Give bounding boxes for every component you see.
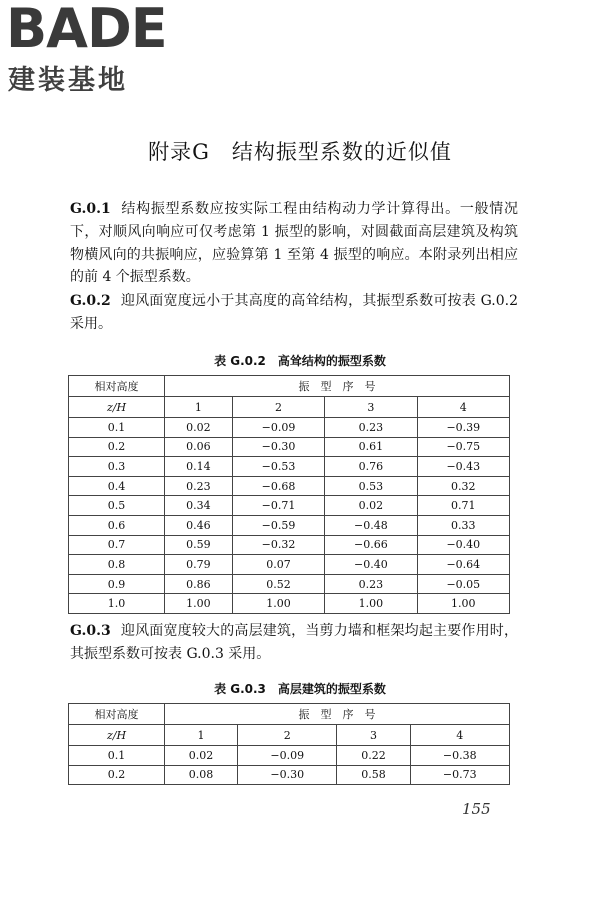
cell-relative-height: 0.5 [69, 496, 165, 516]
cell-mode-coefficient: 0.33 [417, 515, 509, 535]
table-row [69, 535, 510, 555]
cell-mode-coefficient: 0.53 [325, 476, 417, 496]
cell-mode-coefficient: 0.71 [417, 496, 509, 516]
table-body [69, 418, 510, 614]
cell-relative-height: 0.2 [69, 437, 165, 457]
header-mode: 1 [165, 725, 238, 746]
cell-mode-coefficient: 0.52 [232, 574, 324, 594]
table-caption-g02: 表 G.0.2 高耸结构的振型系数 [214, 354, 386, 368]
cell-mode-coefficient: 0.02 [165, 746, 238, 766]
cell-mode-coefficient: −0.75 [417, 437, 509, 457]
cell-relative-height: 0.4 [69, 476, 165, 496]
header-mode: 3 [325, 397, 417, 418]
clause-text: 迎风面宽度远小于其高度的高耸结构，其振型系数可按表 G.0.2 采用。 [70, 293, 518, 332]
cell-relative-height: 0.1 [69, 746, 165, 766]
header-mode: 3 [337, 725, 410, 746]
cell-relative-height: 0.3 [69, 457, 165, 477]
cell-relative-height: 0.8 [69, 555, 165, 575]
clause-text: 结构振型系数应按实际工程由结构动力学计算得出。一般情况下，对顺风向响应可仅考虑第 1 振型的影响，对圆截面高层建筑及构筑物横风向的共振响应，应验算第 1 至第 4 振型的响应。本附录列出相应的前 4 个振型系数。 [70, 201, 518, 286]
header-mode: 1 [165, 397, 233, 418]
clause-g01 [70, 198, 518, 289]
clause-text: 迎风面宽度较大的高层建筑，当剪力墙和框架均起主要作用时，其振型系数可按表 G.0.3 采用。 [70, 623, 518, 662]
brand-logo [6, 2, 176, 97]
cell-mode-coefficient: 0.06 [165, 437, 233, 457]
table-row [69, 594, 510, 614]
cell-mode-coefficient: 0.46 [165, 515, 233, 535]
table-row [69, 496, 510, 516]
table-row [69, 555, 510, 575]
cell-mode-coefficient: 0.32 [417, 476, 509, 496]
cell-mode-coefficient: 0.61 [325, 437, 417, 457]
cell-mode-coefficient: 0.14 [165, 457, 233, 477]
cell-relative-height: 0.6 [69, 515, 165, 535]
header-mode: 4 [417, 397, 509, 418]
header-mode-number: 振 型 序 号 [165, 704, 510, 725]
cell-mode-coefficient: 0.22 [337, 746, 410, 766]
cell-mode-coefficient: −0.71 [232, 496, 324, 516]
cell-mode-coefficient: −0.48 [325, 515, 417, 535]
table-row [69, 476, 510, 496]
header-mode: 4 [410, 725, 509, 746]
cell-mode-coefficient: 0.08 [165, 765, 238, 785]
table-body [69, 746, 510, 785]
cell-mode-coefficient: −0.68 [232, 476, 324, 496]
cell-mode-coefficient: −0.43 [417, 457, 509, 477]
table-g03 [68, 703, 510, 785]
header-z-over-h: z/H [69, 397, 165, 418]
table-row [69, 437, 510, 457]
clause-number: G.0.3 [70, 623, 111, 639]
table-row [69, 418, 510, 438]
cell-mode-coefficient: 0.86 [165, 574, 233, 594]
cell-mode-coefficient: 0.58 [337, 765, 410, 785]
cell-mode-coefficient: 1.00 [417, 594, 509, 614]
cell-mode-coefficient: −0.39 [417, 418, 509, 438]
cell-mode-coefficient: 0.23 [165, 476, 233, 496]
table-row [69, 457, 510, 477]
cell-mode-coefficient: −0.09 [238, 746, 337, 766]
cell-mode-coefficient: 0.79 [165, 555, 233, 575]
cell-mode-coefficient: −0.30 [238, 765, 337, 785]
cell-mode-coefficient: 0.23 [325, 574, 417, 594]
cell-relative-height: 0.7 [69, 535, 165, 555]
cell-mode-coefficient: −0.59 [232, 515, 324, 535]
clause-g03 [70, 620, 518, 666]
cell-mode-coefficient: −0.53 [232, 457, 324, 477]
page-number: 155 [462, 800, 491, 818]
table-row [69, 765, 510, 785]
cell-mode-coefficient: 1.00 [325, 594, 417, 614]
cell-relative-height: 0.1 [69, 418, 165, 438]
cell-relative-height: 0.9 [69, 574, 165, 594]
table-row [69, 746, 510, 766]
logo-subtitle: 建装基地 [8, 65, 128, 96]
cell-mode-coefficient: −0.40 [417, 535, 509, 555]
cell-mode-coefficient: 0.34 [165, 496, 233, 516]
cell-mode-coefficient: −0.32 [232, 535, 324, 555]
cell-relative-height: 1.0 [69, 594, 165, 614]
cell-mode-coefficient: 0.02 [325, 496, 417, 516]
clause-number: G.0.2 [70, 293, 111, 309]
appendix-title: 附录G 结构振型系数的近似值 [148, 140, 452, 164]
table-caption-g03: 表 G.0.3 高层建筑的振型系数 [214, 682, 386, 696]
logo-brand-text: BADE [6, 0, 167, 60]
cell-mode-coefficient: 1.00 [232, 594, 324, 614]
cell-mode-coefficient: −0.40 [325, 555, 417, 575]
cell-mode-coefficient: −0.66 [325, 535, 417, 555]
clause-g02 [70, 290, 518, 336]
cell-mode-coefficient: −0.73 [410, 765, 509, 785]
header-mode: 2 [238, 725, 337, 746]
cell-mode-coefficient: −0.38 [410, 746, 509, 766]
cell-mode-coefficient: 0.02 [165, 418, 233, 438]
header-relative-height: 相对高度 [69, 376, 165, 397]
cell-mode-coefficient: 0.59 [165, 535, 233, 555]
cell-mode-coefficient: −0.64 [417, 555, 509, 575]
cell-mode-coefficient: −0.05 [417, 574, 509, 594]
cell-mode-coefficient: 0.07 [232, 555, 324, 575]
header-mode: 2 [232, 397, 324, 418]
cell-mode-coefficient: −0.30 [232, 437, 324, 457]
cell-mode-coefficient: 0.23 [325, 418, 417, 438]
header-relative-height: 相对高度 [69, 704, 165, 725]
clause-number: G.0.1 [70, 201, 111, 217]
table-row [69, 515, 510, 535]
table-g02 [68, 375, 510, 614]
cell-relative-height: 0.2 [69, 765, 165, 785]
header-mode-number: 振 型 序 号 [165, 376, 510, 397]
table-row [69, 574, 510, 594]
header-z-over-h: z/H [69, 725, 165, 746]
cell-mode-coefficient: −0.09 [232, 418, 324, 438]
cell-mode-coefficient: 0.76 [325, 457, 417, 477]
cell-mode-coefficient: 1.00 [165, 594, 233, 614]
